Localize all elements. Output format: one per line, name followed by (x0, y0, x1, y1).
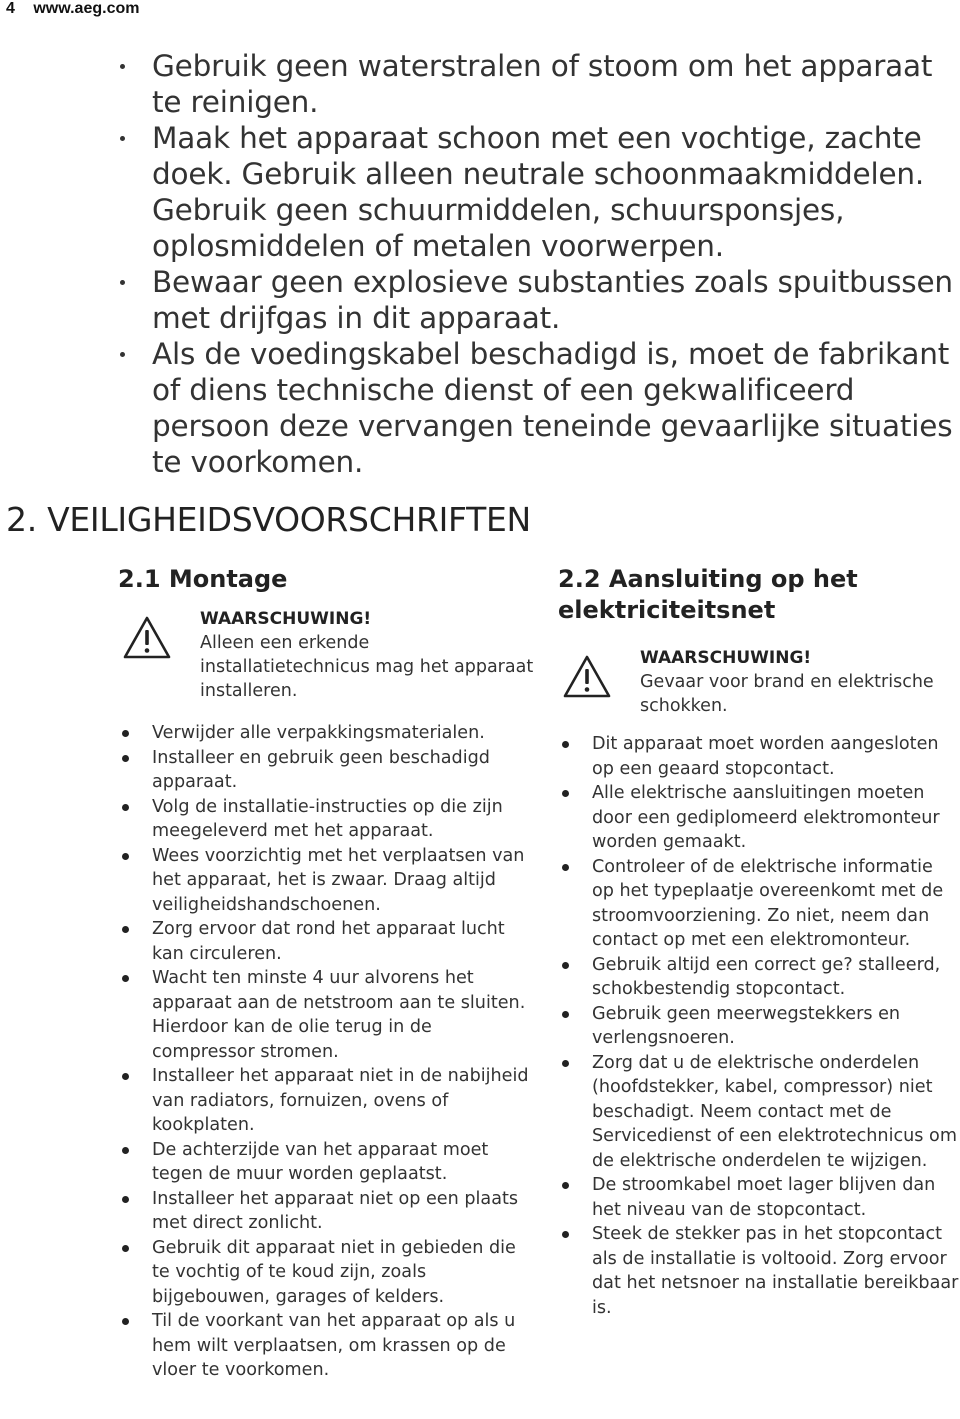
page-number: 4 (6, 0, 15, 17)
warning-title: WAARSCHUWING! (640, 648, 812, 668)
list-item: Gebruik geen waterstralen of stoom om het apparaat te reinigen. (114, 48, 960, 120)
warning-triangle-icon (122, 615, 172, 661)
list-item: Gebruik dit apparaat niet in gebieden die te vochtig of te koud zijn, zoals bijgebouwen, garages of kelders. (118, 1236, 538, 1310)
aansluiting-title: 2.2 Aansluiting op het elektriciteitsnet (558, 565, 858, 624)
list-item: Gebruik geen meerwegstekkers en verlengsnoeren. (558, 1002, 960, 1051)
list-item: Steek de stekker pas in het stopcontact als de installatie is voltooid. Zorg ervoor dat het netsnoer na installatie bereikbaar is. (558, 1222, 960, 1320)
aansluiting-column (558, 564, 960, 1320)
site-url: www.aeg.com (33, 0, 140, 17)
aansluiting-bullet-list (558, 732, 960, 1320)
warning-text: Alleen een erkende installatietechnicus mag het apparaat installeren. (200, 633, 534, 701)
list-item: De achterzijde van het apparaat moet tegen de muur worden geplaatst. (118, 1138, 538, 1187)
list-item: Wacht ten minste 4 uur alvorens het apparaat aan de netstroom aan te sluiten. Hierdoor kan de olie terug in de compressor stromen. (118, 966, 538, 1064)
warning-triangle-icon (562, 654, 612, 700)
warning-text: Gevaar voor brand en elektrische schokken. (640, 672, 934, 716)
list-item: De stroomkabel moet lager blijven dan het niveau van de stopcontact. (558, 1173, 960, 1222)
montage-column (118, 564, 538, 1383)
list-item: Wees voorzichtig met het verplaatsen van het apparaat, het is zwaar. Draag altijd veiligheidshandschoenen. (118, 844, 538, 918)
section-title: 2. VEILIGHEIDSVOORSCHRIFTEN (6, 500, 531, 539)
list-item: Controleer of de elektrische informatie op het typeplaatje overeenkomt met de stroomvoorziening. Zo niet, neem dan contact op met een elektromonteur. (558, 855, 960, 953)
page-header (6, 0, 139, 18)
list-item: Til de voorkant van het apparaat op als u hem wilt verplaatsen, om krassen op de vloer te voorkomen. (118, 1309, 538, 1383)
aansluiting-warning (558, 646, 960, 718)
montage-bullet-list (118, 721, 538, 1383)
list-item: Alle elektrische aansluitingen moeten door een gediplomeerd elektromonteur worden gemaakt. (558, 781, 960, 855)
montage-warning (118, 607, 538, 703)
list-item: Maak het apparaat schoon met een vochtige, zachte doek. Gebruik alleen neutrale schoonmaakmiddelen. Gebruik geen schuurmiddelen, schuursponsjes, oplosmiddelen of metalen voorwerpen. (114, 120, 960, 264)
list-item: Zorg dat u de elektrische onderdelen (hoofdstekker, kabel, compressor) niet beschadigt. Neem contact met de Servicedienst of een elektrotechnicus om de elektrische onderdelen te wijzigen. (558, 1051, 960, 1174)
top-bullet-list (114, 48, 960, 480)
montage-title: 2.1 Montage (118, 565, 288, 593)
list-item: Dit apparaat moet worden aangesloten op een geaard stopcontact. (558, 732, 960, 781)
list-item: Installeer het apparaat niet in de nabijheid van radiators, fornuizen, ovens of kookplaten. (118, 1064, 538, 1138)
list-item: Verwijder alle verpakkingsmaterialen. (118, 721, 538, 746)
warning-title: WAARSCHUWING! (200, 609, 372, 629)
list-item: Als de voedingskabel beschadigd is, moet de fabrikant of diens technische dienst of een gekwalificeerd persoon deze vervangen teneinde gevaarlijke situaties te voorkomen. (114, 336, 960, 480)
list-item: Installeer het apparaat niet op een plaats met direct zonlicht. (118, 1187, 538, 1236)
list-item: Installeer en gebruik geen beschadigd apparaat. (118, 746, 538, 795)
list-item: Volg de installatie-instructies op die zijn meegeleverd met het apparaat. (118, 795, 538, 844)
list-item: Zorg ervoor dat rond het apparaat lucht kan circuleren. (118, 917, 538, 966)
list-item: Gebruik altijd een correct ge? stalleerd, schokbestendig stopcontact. (558, 953, 960, 1002)
list-item: Bewaar geen explosieve substanties zoals spuitbussen met drijfgas in dit apparaat. (114, 264, 960, 336)
